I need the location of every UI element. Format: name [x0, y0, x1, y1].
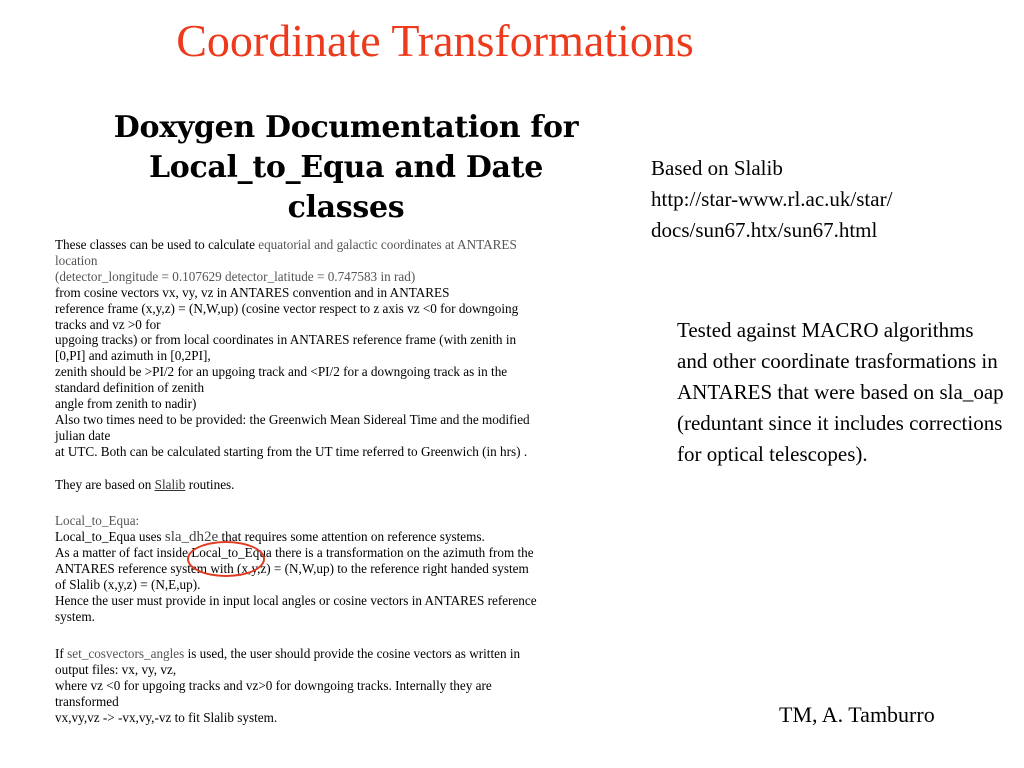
note-line: Based on Slalib: [651, 156, 783, 180]
doc-text: If: [55, 645, 68, 661]
doc-line: [55, 477, 635, 493]
note-line-url: http://star-www.rl.ac.uk/star/: [651, 187, 893, 211]
doc-line: vx,vy,vz -> -vx,vy,-vz to fit Slalib system.: [55, 709, 278, 725]
doc-paragraph-slalib: [55, 477, 635, 493]
doc-line: system.: [55, 609, 95, 625]
author-credit: TM, A. Tamburro: [779, 702, 935, 727]
doc-line: Hence the user must provide in input local angles or cosine vectors in ANTARES reference: [55, 593, 537, 609]
doc-heading-line: Local_to_Equa and Date: [148, 150, 544, 185]
doc-text: that requires some attention on reference systems.: [218, 528, 485, 544]
tested-note: Tested against MACRO algorithms and other coordinate trasformations in ANTARES that were based on sla_oap (reduntant since it includes corrections for optical telescopes).: [677, 318, 1004, 466]
doc-line: [0,PI] and azimuth in [0,2PI],: [55, 348, 211, 364]
doc-line: [55, 646, 635, 662]
doc-line: As a matter of fact inside Local_to_Equa there is a transformation on the azimuth from the: [55, 545, 534, 561]
doc-line: location: [55, 252, 98, 268]
doc-line: [55, 237, 635, 253]
sla-dh2e-link[interactable]: sla_dh2e: [164, 528, 219, 545]
doc-line: at UTC. Both can be calculated starting from the UT time referred to Greenwich (in hrs) .: [55, 443, 528, 459]
doc-paragraph-cosvectors: [55, 646, 635, 726]
doc-line: from cosine vectors vx, vy, vz in ANTARES convention and in ANTARES: [55, 284, 450, 300]
doc-paragraph-local-to-equa: [55, 513, 635, 625]
slalib-reference-note: [651, 153, 991, 246]
doc-heading-line: Doxygen Documentation for: [113, 110, 579, 145]
doc-line: zenith should be >PI/2 for an upgoing track and <PI/2 for a downgoing track as in the: [55, 364, 508, 380]
doc-heading-line: classes: [287, 190, 405, 225]
section-header-local-to-equa: Local_to_Equa:: [55, 512, 140, 528]
doc-line: reference frame (x,y,z) = (N,W,up) (cosine vector respect to z axis vz <0 for downgoing: [55, 300, 519, 316]
doc-body: [55, 237, 635, 725]
doc-line: ANTARES reference system with (x,y,z) = (N,W,up) to the reference right handed system: [55, 561, 529, 577]
note-line-url: docs/sun67.htx/sun67.html: [651, 218, 878, 242]
set-cosvectors-angles-link[interactable]: set_cosvectors_angles: [67, 645, 185, 661]
doc-paragraph-description: [55, 237, 635, 460]
highlight-ellipse: [187, 541, 265, 577]
doc-heading: [92, 108, 600, 228]
doc-link-equatorial[interactable]: equatorial and galactic coordinates at ANTARES: [258, 237, 517, 252]
doc-line: transformed: [55, 693, 119, 709]
doc-line: tracks and vz >0 for: [55, 316, 161, 332]
doc-line: julian date: [55, 427, 111, 443]
doc-line: of Slalib (x,y,z) = (N,E,up).: [55, 577, 201, 593]
doc-line: upgoing tracks) or from local coordinates in ANTARES reference frame (with zenith in: [55, 332, 517, 348]
slalib-link[interactable]: Slalib: [154, 476, 186, 492]
doc-line: standard definition of zenith: [55, 380, 205, 396]
slide-title: Coordinate Transformations: [176, 15, 694, 66]
doc-line: [55, 529, 635, 546]
doc-line: (detector_longitude = 0.107629 detector_latitude = 0.747583 in rad): [55, 268, 416, 284]
doc-line: Also two times need to be provided: the Greenwich Mean Sidereal Time and the modified: [55, 411, 530, 427]
doc-text: These classes can be used to calculate: [55, 237, 259, 252]
doc-line: where vz <0 for upgoing tracks and vz>0 for downgoing tracks. Internally they are: [55, 677, 492, 693]
doc-text: routines.: [185, 476, 235, 492]
doc-text: is used, the user should provide the cosine vectors as written in: [184, 645, 521, 661]
doc-text: Local_to_Equa uses: [55, 528, 165, 544]
doc-line: angle from zenith to nadir): [55, 396, 197, 412]
doc-line: output files: vx, vy, vz,: [55, 661, 177, 677]
doc-text: They are based on: [55, 476, 155, 492]
